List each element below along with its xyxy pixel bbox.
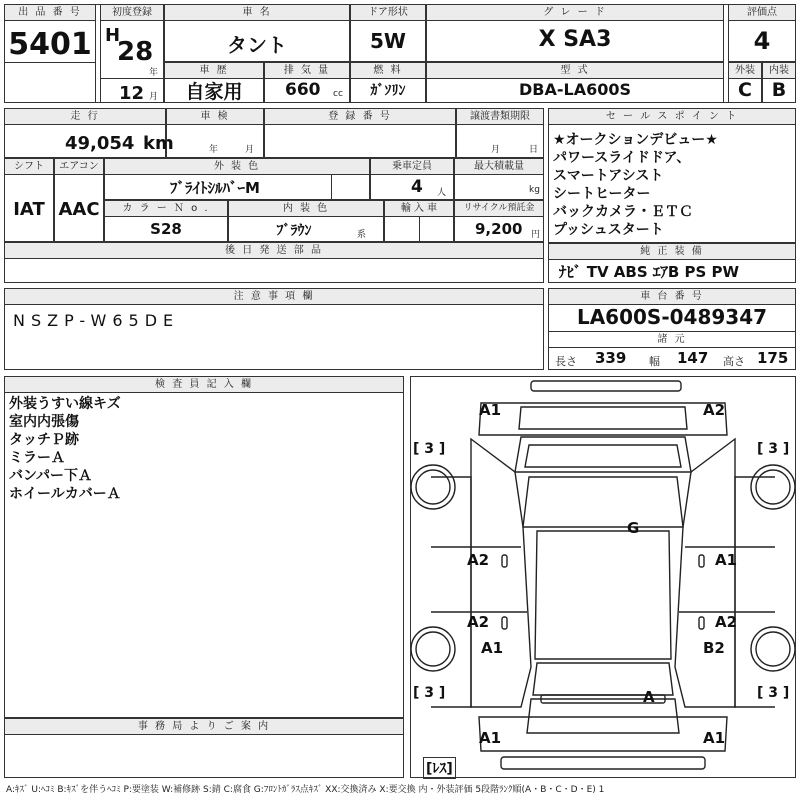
- inspector-note: バンパー下Ａ: [9, 468, 93, 484]
- yen-unit: 円: [531, 230, 541, 240]
- caution-box: [4, 288, 544, 370]
- later-parts-label: 後 日 発 送 部 品: [5, 243, 543, 259]
- transfer-deadline-label: 譲渡書類期限: [457, 109, 543, 125]
- registration-era: H: [105, 25, 121, 46]
- import-label: 輸 入 車: [385, 201, 453, 217]
- displacement: 660: [285, 80, 321, 100]
- tire-rear-right: [ 3 ]: [757, 685, 790, 701]
- sales-point: ★オークションデビュー★: [553, 132, 718, 148]
- aircon-label: エアコン: [55, 159, 103, 175]
- car-name-label: 車 名: [165, 5, 349, 21]
- lot-number-label: 出 品 番 号: [5, 5, 95, 21]
- interior-color: ﾌﾞﾗｳﾝ: [276, 223, 312, 239]
- lot-number-cell: [4, 4, 96, 103]
- evaluation-score: 4: [753, 27, 771, 55]
- sales-points-box: [548, 108, 796, 243]
- inspection-cell: [166, 108, 264, 158]
- recycle-deposit: 9,200: [475, 220, 523, 238]
- transfer-day-unit: 日: [529, 145, 539, 155]
- score-label: 評価点: [729, 5, 795, 21]
- car-diagram: [411, 377, 795, 777]
- exterior-grade: C: [738, 79, 752, 101]
- inspector-note: ホイールカバーＡ: [9, 486, 121, 502]
- persons-unit: 人: [437, 188, 447, 198]
- sales-point: パワースライドドア、: [553, 150, 691, 166]
- registration-no-cell: [264, 108, 456, 158]
- later-parts-cell: [4, 242, 544, 283]
- damage-rear-center: A: [643, 688, 655, 706]
- exterior-label: 外装: [729, 63, 761, 79]
- color-no-label: カ ラ ー Ｎ o .: [105, 201, 227, 217]
- lot-number: 5401: [8, 27, 92, 62]
- inspection-year-unit: 年: [209, 145, 219, 155]
- registration-no-label: 登 録 番 号: [265, 109, 455, 125]
- displacement-label: 排 気 量: [265, 63, 349, 79]
- chassis-box: [548, 288, 796, 370]
- car-name: タント: [227, 33, 287, 57]
- tire-rear-left: [ 3 ]: [413, 685, 446, 701]
- door-label: ドア形状: [351, 5, 425, 21]
- shift: IAT: [13, 199, 45, 220]
- damage-roof: G: [627, 519, 640, 537]
- inspector-notes-list: [9, 395, 121, 503]
- length-label: 長さ: [555, 355, 577, 368]
- inspector-notes-label: 検 査 員 記 入 欄: [5, 377, 403, 393]
- damage-rear-left: A1: [479, 729, 502, 747]
- grade-label: グ レ ー ド: [427, 5, 723, 21]
- recycle-label: リサイクル預託金: [455, 201, 543, 217]
- history-cell: [164, 62, 264, 103]
- inspection-label: 車 検: [167, 109, 263, 125]
- transfer-deadline-cell: [456, 108, 544, 158]
- cc-unit: cc: [333, 89, 343, 99]
- door-type: 5W: [370, 29, 406, 53]
- grade: X SA3: [538, 27, 612, 52]
- inspector-note: 外装うすい線キズ: [9, 396, 121, 412]
- month-unit: 月: [149, 92, 159, 102]
- exterior-color-label: 外 装 色: [105, 159, 369, 175]
- damage-rear-right: A1: [703, 729, 726, 747]
- import-cell: [384, 200, 454, 242]
- width-label: 幅: [649, 355, 660, 368]
- recycle-cell: [454, 200, 544, 242]
- interior-grade-cell: [762, 62, 796, 103]
- model-type: DBA-LA600S: [519, 80, 631, 99]
- sales-point: プッシュスタート: [553, 222, 664, 238]
- mileage-label: 走 行: [5, 109, 165, 125]
- exterior-color-cell: [104, 158, 370, 200]
- sales-points-list: [553, 131, 718, 239]
- km-unit: km: [143, 133, 174, 154]
- damage-right-rear-door: A2: [715, 613, 738, 631]
- grade-cell: [426, 4, 724, 62]
- chassis-number: LA600S-0489347: [576, 305, 768, 329]
- damage-front-left: A1: [479, 401, 502, 419]
- history-label: 車 歴: [165, 63, 263, 79]
- interior-grade: B: [771, 79, 787, 101]
- inspector-note: ミラーＡ: [9, 450, 65, 466]
- interior-color-cell: [228, 200, 384, 242]
- caution-text: NSZP-W65DE: [13, 311, 180, 330]
- damage-left-front-door: A2: [467, 551, 490, 569]
- model-type-label: 型 式: [427, 63, 723, 79]
- office-notes-label: 事 務 局 よ り ご 案 内: [5, 719, 403, 735]
- inspection-month-unit: 月: [245, 145, 255, 155]
- max-load-cell: [454, 158, 544, 200]
- model-type-cell: [426, 62, 724, 103]
- mileage: 49,054: [65, 133, 135, 154]
- interior-color-label: 内 装 色: [229, 201, 383, 217]
- kei-unit: 系: [357, 230, 367, 240]
- first-registration-cell: [100, 4, 164, 103]
- damage-left-rear-door: A2: [467, 613, 490, 631]
- standard-equipment-label: 純 正 装 備: [549, 244, 795, 260]
- spare-tire: [ﾚｽ]: [423, 757, 456, 779]
- standard-equipment: ﾅﾋﾞ TV ABS ｴｱB PS PW: [559, 263, 740, 281]
- aircon-cell: [54, 158, 104, 242]
- fuel-type: ｶﾞｿﾘﾝ: [370, 83, 406, 99]
- caution-label: 注 意 事 項 欄: [5, 289, 543, 305]
- damage-right-rear-fender: B2: [703, 639, 725, 657]
- chassis-label: 車 台 番 号: [549, 289, 795, 305]
- sales-point: スマートアシスト: [553, 168, 664, 184]
- interior-label: 内装: [763, 63, 795, 79]
- fuel-label: 燃 料: [351, 63, 425, 79]
- max-load-label: 最大積載量: [455, 159, 543, 175]
- office-notes-box: [4, 718, 404, 778]
- damage-left-rear-fender: A1: [481, 639, 504, 657]
- color-no-cell: [104, 200, 228, 242]
- kg-unit: kg: [529, 185, 540, 195]
- sales-points-label: セ ー ル ス ポ イ ン ト: [549, 109, 795, 125]
- transfer-month-unit: 月: [491, 145, 501, 155]
- car-name-cell: [164, 4, 350, 62]
- aircon: AAC: [58, 199, 100, 220]
- tire-front-right: [ 3 ]: [757, 441, 790, 457]
- score-cell: [728, 4, 796, 62]
- capacity: 4: [411, 177, 423, 197]
- shift-cell: [4, 158, 54, 242]
- inspector-notes-box: [4, 376, 404, 718]
- sales-point: シートヒーター: [553, 186, 651, 202]
- shift-label: シフト: [5, 159, 53, 175]
- capacity-cell: [370, 158, 454, 200]
- displacement-cell: [264, 62, 350, 103]
- tire-front-left: [ 3 ]: [413, 441, 446, 457]
- vehicle-history: 自家用: [185, 81, 243, 103]
- length: 339: [595, 349, 627, 367]
- exterior-grade-cell: [728, 62, 762, 103]
- specs-label: 諸 元: [549, 332, 795, 348]
- door-cell: [350, 4, 426, 62]
- damage-right-front-door: A1: [715, 551, 738, 569]
- exterior-color: ﾌﾞﾗｲﾄｼﾙﾊﾞｰM: [170, 179, 260, 197]
- first-registration-label: 初度登録: [101, 5, 163, 21]
- year-unit: 年: [149, 68, 159, 78]
- height: 175: [757, 349, 789, 367]
- inspector-note: タッチＰ跡: [9, 432, 79, 448]
- damage-diagram-box: [410, 376, 796, 778]
- damage-legend: A:ｷｽﾞ U:ﾍｺﾐ B:ｷｽﾞを伴うﾍｺﾐ P:要塗装 W:補修跡 S:錆 C:腐食 G:ﾌﾛﾝﾄｶﾞﾗｽ点ｷｽﾞ XX:交換済み X:要交換 内・外装評価 5段階ﾗﾝｸ順(A・B・C・D・E) 1: [6, 785, 605, 795]
- inspector-note: 室内内張傷: [9, 414, 79, 430]
- registration-year: 28: [117, 37, 154, 67]
- registration-month: 12: [119, 83, 145, 104]
- width: 147: [677, 349, 709, 367]
- height-label: 高さ: [723, 355, 745, 368]
- mileage-cell: [4, 108, 174, 158]
- damage-front-right: A2: [703, 401, 726, 419]
- fuel-cell: [350, 62, 426, 103]
- capacity-label: 乗車定員: [371, 159, 453, 175]
- standard-equipment-box: [548, 243, 796, 283]
- color-no: S28: [150, 220, 182, 238]
- sales-point: バックカメラ・ＥＴＣ: [553, 204, 693, 220]
